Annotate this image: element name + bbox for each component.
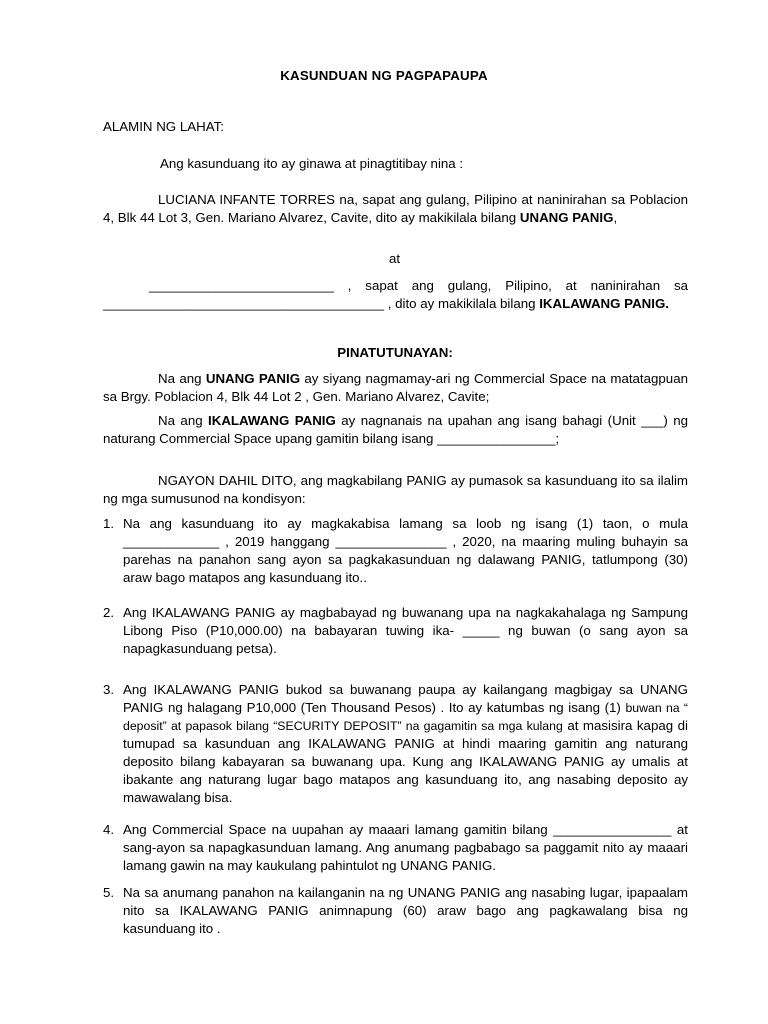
condition-number: 2.	[103, 605, 115, 620]
condition-text-b: at masisira kapag di tumupad sa kasunduan ang IKALAWANG PANIG at hindi maaring gamitin ang naturang deposito bilang kabayaran sa buwanang upa. Kung ang IKALAWANG PANIG ay umalis at ibakante ang naturang lugar bago matapos ang kasunduang ito, ang nasabing deposito ay mawawalang bisa.	[123, 718, 688, 805]
condition-text: Ang IKALAWANG PANIG ay magbabayad ng buwanang upa na nagkakahalaga ng Sampung Libong Piso (P10,000.00) na babayaran tuwing ika- _____ ng buwan (o sang ayon sa napagkasunduang petsa).	[123, 605, 688, 656]
tenant-post: ay nagnanais na upahan ang isang bahagi (Unit ___) ng naturang Commercial Space upang gamitin bilang isang ________________;	[103, 413, 688, 446]
condition-item	[103, 884, 688, 938]
tenant-paragraph	[103, 412, 688, 448]
tenant-label: IKALAWANG PANIG	[208, 413, 336, 428]
owner-label: UNANG PANIG	[205, 371, 301, 386]
condition-text: Na ang kasunduang ito ay magkakabisa lamang sa loob ng isang (1) taon, o mula _____________ , 2019 hanggang _______________ , 2020, na maaring muling buhayin sa parehas na panahon sang ayon sa pagkakasunduan ng dalawang PANIG, tatlumpong (30) araw bago matapos ang kasunduang ito..	[123, 516, 688, 585]
condition-item	[103, 515, 688, 587]
tenant-pre: Na ang	[158, 413, 209, 428]
party2-blank-name: _________________________	[149, 278, 334, 293]
conjunction-text: at	[389, 251, 401, 266]
section-heading: PINATUTUNAYAN:	[337, 345, 453, 360]
condition-text-small: buwan na “ deposit” at papasok bilang “SECURITY DEPOSIT” na gagamitin sa mga kulang	[123, 701, 689, 733]
party2-label: IKALAWANG PANIG.	[539, 296, 670, 311]
greeting: ALAMIN NG LAHAT:	[103, 119, 224, 134]
party1-text: LUCIANA INFANTE TORRES na, sapat ang gulang, Pilipino at naninirahan sa Poblacion 4, Blk 44 Lot 3, Gen. Mariano Alvarez, Cavite, dito ay makikilala bilang	[103, 192, 688, 225]
condition-text: Ang Commercial Space na uupahan ay maaari lamang gamitin bilang ________________ at sang-ayon sa napagkasunduan lamang. Ang anumang pagbabago sa paggamit nito ay maaari lamang gawin na may kaukulang pahintulot ng UNANG PANIG.	[123, 822, 688, 873]
condition-number: 1.	[103, 516, 115, 531]
party2-blank-address: ______________________________________	[103, 296, 385, 311]
party2-text2: , dito ay makikilala bilang	[384, 296, 540, 311]
party1-label: UNANG PANIG	[519, 210, 614, 225]
condition-text: Na sa anumang panahon na kailanganin na ng UNANG PANIG ang nasabing lugar, ipapaalam nito sa IKALAWANG PANIG animnapung (60) araw bago ang pagkawalang bisa ng kasunduang ito .	[123, 885, 688, 936]
owner-pre: Na ang	[158, 371, 206, 386]
condition-text-a: Ang IKALAWANG PANIG bukod sa buwanang paupa ay kailangang magbigay sa UNANG PANIG ng halagang P10,000 (Ten Thousand Pesos) . Ito ay katumbas ng isang (1)	[123, 682, 688, 715]
intro-text: Ang kasunduang ito ay ginawa at pinagtitibay nina :	[160, 156, 464, 171]
party1-trail: ,	[613, 210, 618, 225]
party1-paragraph	[103, 191, 688, 227]
condition-item	[103, 681, 688, 807]
owner-post: ay siyang nagmamay-ari ng Commercial Space na matatagpuan sa Brgy. Poblacion 4, Blk 44 Lot 2 , Gen. Mariano Alvarez, Cavite;	[103, 371, 688, 404]
condition-item	[103, 821, 688, 875]
condition-number: 3.	[103, 682, 115, 697]
condition-number: 4.	[103, 822, 115, 837]
owner-paragraph	[103, 370, 688, 406]
document-title: KASUNDUAN NG PAGPAPAUPA	[280, 68, 488, 83]
party2-paragraph	[103, 277, 688, 313]
condition-item	[103, 604, 688, 658]
conditions-intro: NGAYON DAHIL DITO, ang magkabilang PANIG ay pumasok sa kasunduang ito sa ilalim ng mga sumusunod na kondisyon:	[103, 473, 688, 506]
condition-number: 5.	[103, 885, 115, 900]
party2-text1: , sapat ang gulang, Pilipino, at naninirahan sa	[333, 278, 688, 293]
condition-text	[123, 681, 688, 807]
